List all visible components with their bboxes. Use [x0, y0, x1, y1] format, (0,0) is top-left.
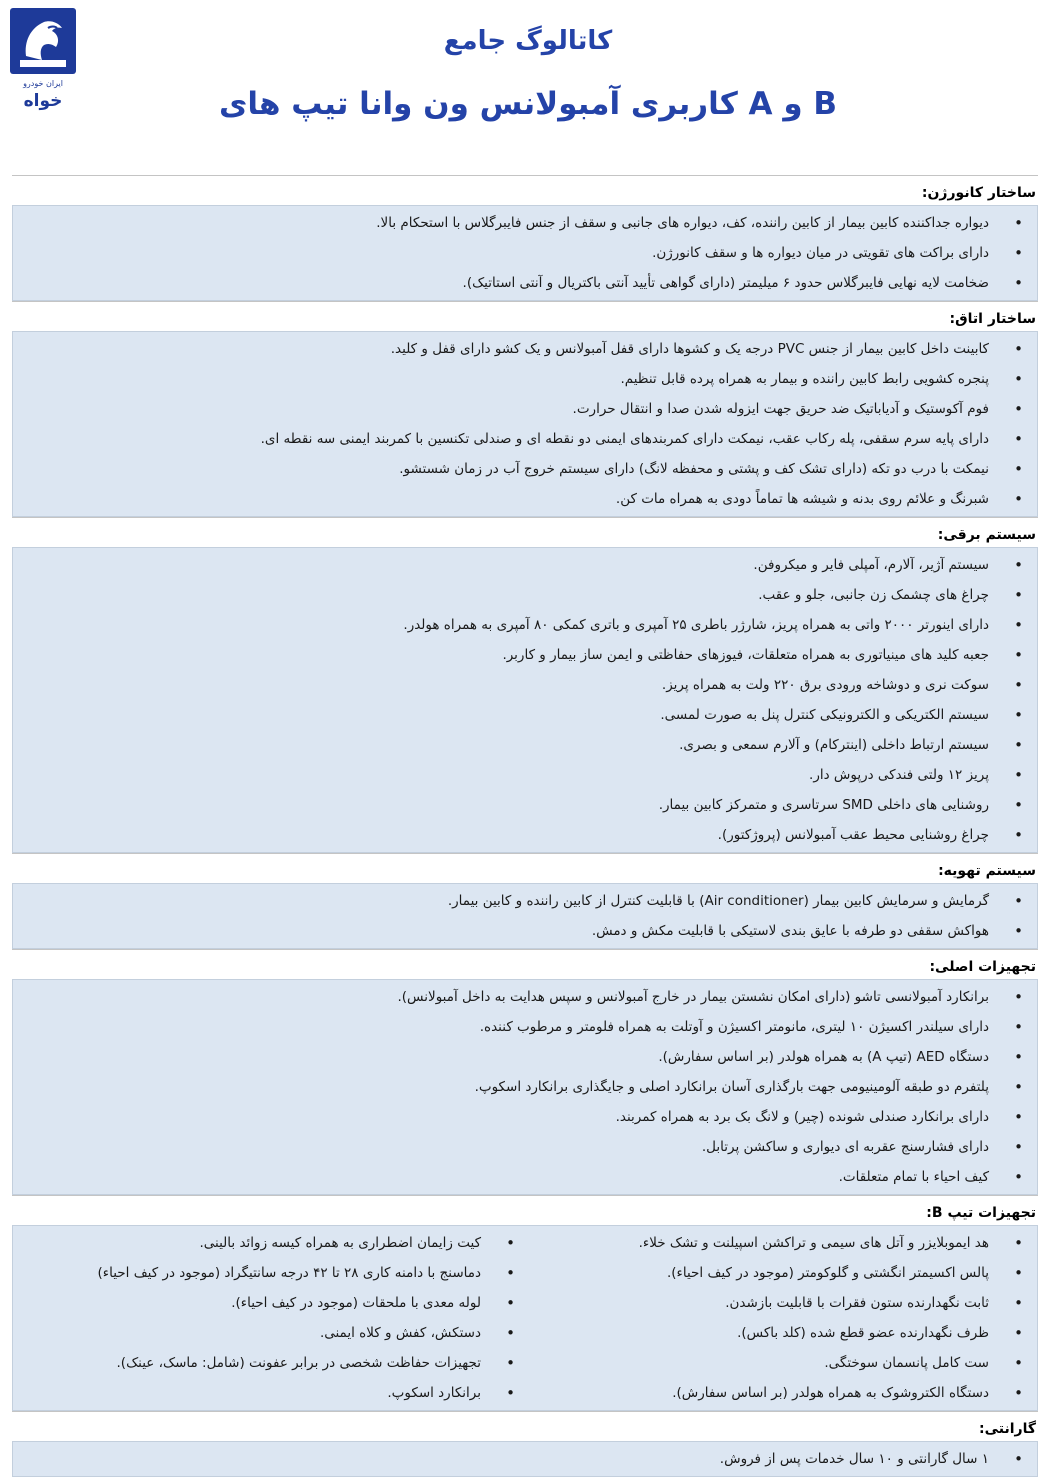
list-item: • سیستم الکتریکی و الکترونیکی کنترل پنل به صورت لمسی. — [13, 700, 1037, 730]
list-item: • پالس اکسیمتر انگشتی و گلوکومتر (موجود در کیف احیاء). — [527, 1258, 1037, 1288]
section-title-main-equipment: تجهیزات اصلی: — [12, 949, 1038, 979]
list-item: • ظرف نگهدارنده عضو قطع شده (کلد باکس). — [527, 1318, 1037, 1348]
type-b-right-column — [527, 1228, 1037, 1408]
list-item: • دماسنج با دامنه کاری ۲۸ تا ۴۲ درجه سانتیگراد (موجود در کیف احیاء) — [13, 1258, 527, 1288]
section-type-b — [12, 1225, 1038, 1411]
list-item: • دیواره جداکننده کابین بیمار از کابین راننده، کف، دیواره های جانبی و سقف از جنس فایبرگلاس با استحکام بالا. — [13, 208, 1037, 238]
list-item: • دارای فشارسنج عقربه ای دیواری و ساکشن پرتابل. — [13, 1132, 1037, 1162]
section-title-chassis: ساختار کانورژن: — [12, 175, 1038, 205]
list-item: • سیستم ارتباط داخلی (اینترکام) و آلارم سمعی و بصری. — [13, 730, 1037, 760]
list-item: • دستگاه الکتروشوک به همراه هولدر (بر اساس سفارش). — [527, 1378, 1037, 1408]
list-item: • پلتفرم دو طبقه آلومینیومی جهت بارگذاری آسان برانکارد اصلی و جایگذاری برانکارد اسکوپ. — [13, 1072, 1037, 1102]
list-item: • ست کامل پانسمان سوختگی. — [527, 1348, 1037, 1378]
list-item: • برانکارد اسکوپ. — [13, 1378, 527, 1408]
list-item: • تجهیزات حفاظت شخصی در برابر عفونت (شامل: ماسک، عینک). — [13, 1348, 527, 1378]
list-item: • دستگاه AED (تیپ A) به همراه هولدر (بر اساس سفارش). — [13, 1042, 1037, 1072]
list-item: • سوکت نری و دوشاخه ورودی برق ۲۲۰ ولت به همراه پریز. — [13, 670, 1037, 700]
list-item: • گرمایش و سرمایش کابین بیمار (Air conditioner) با قابلیت کنترل از کابین راننده و کابین بیمار. — [13, 886, 1037, 916]
section-title-ventilation: سیستم تهویه: — [12, 853, 1038, 883]
section-title-warranty: گارانتی: — [12, 1411, 1038, 1441]
section-ventilation — [12, 883, 1038, 949]
spec-sheet — [12, 175, 1038, 1477]
logo-brand: خواه — [23, 91, 63, 111]
list-item: • دارای سیلندر اکسیژن ۱۰ لیتری، مانومتر اکسیژن و آوتلت به همراه فلومتر و مرطوب کننده. — [13, 1012, 1037, 1042]
list-item: • چراغ روشنایی محیط عقب آمبولانس (پروژکتور). — [13, 820, 1037, 850]
catalog-title: کاتالوگ جامع — [443, 26, 613, 56]
list-item: • شبرنگ و علائم روی بدنه و شیشه ها تماماً دودی به همراه مات کن. — [13, 484, 1037, 514]
page-title: کاربری آمبولانس ون وانا تیپ های A و B — [218, 86, 838, 122]
type-b-left-column — [13, 1228, 527, 1408]
section-warranty — [12, 1441, 1038, 1477]
list-item: • دارای پایه سرم سقفی، پله رکاب عقب، نیمکت دارای کمربندهای ایمنی دو نقطه ای و صندلی تکنسین با کمربند ایمنی سه نقطه ای. — [13, 424, 1037, 454]
list-item: • دارای براکت های تقویتی در میان دیواره ها و سقف کانورژن. — [13, 238, 1037, 268]
list-item: • فوم آکوستیک و آدیاباتیک ضد حریق جهت ایزوله شدن صدا و انتقال حرارت. — [13, 394, 1037, 424]
list-item: • ثابت نگهدارنده ستون فقرات با قابلیت بازشدن. — [527, 1288, 1037, 1318]
list-item: • سیستم آژیر، آلارم، آمپلی فایر و میکروفن. — [13, 550, 1037, 580]
list-item: • برانکارد آمبولانسی تاشو (دارای امکان نشستن بیمار در خارج آمبولانس و سپس هدایت به داخل آمبولانس). — [13, 982, 1037, 1012]
list-item: • پریز ۱۲ ولتی فندکی درپوش دار. — [13, 760, 1037, 790]
section-cabin — [12, 331, 1038, 517]
section-chassis — [12, 205, 1038, 301]
list-item: • نیمکت با درب دو تکه (دارای تشک کف و پشتی و محفظه لانگ) دارای سیستم خروج آب در زمان شستشو. — [13, 454, 1037, 484]
list-item: • جعبه کلید های مینیاتوری به همراه متعلقات، فیوزهای حفاظتی و ایمن ساز بیمار و کاربر. — [13, 640, 1037, 670]
list-item: • ۱ سال گارانتی و ۱۰ سال خدمات پس از فروش. — [13, 1444, 1037, 1474]
list-item: • هواکش سقفی دو طرفه با عایق بندی لاستیکی با قابلیت مکش و دمش. — [13, 916, 1037, 946]
list-item: • دستکش، کفش و کلاه ایمنی. — [13, 1318, 527, 1348]
section-electrical — [12, 547, 1038, 853]
list-item: • کیت زایمان اضطراری به همراه کیسه زوائد بالینی. — [13, 1228, 527, 1258]
list-item: • دارای برانکارد صندلی شونده (چیر) و لانگ بک برد به همراه کمربند. — [13, 1102, 1037, 1132]
list-item: • لوله معدی با ملحقات (موجود در کیف احیاء). — [13, 1288, 527, 1318]
section-title-type-b: تجهیزات تیپ B: — [12, 1195, 1038, 1225]
list-item: • ضخامت لایه نهایی فایبرگلاس حدود ۶ میلیمتر (دارای گواهی تأیید آنتی باکتریال و آنتی استاتیک). — [13, 268, 1037, 298]
logo-tagline: ایران خودرو — [23, 79, 63, 88]
list-item: • دارای اینورتر ۲۰۰۰ واتی به همراه پریز، شارژر باطری ۲۵ آمپری و باتری کمکی ۸۰ آمپری به همراه هولدر. — [13, 610, 1037, 640]
list-item: • پنجره کشویی رابط کابین راننده و بیمار به همراه پرده قابل تنظیم. — [13, 364, 1037, 394]
section-title-electrical: سیستم برقی: — [12, 517, 1038, 547]
list-item: • چراغ های چشمک زن جانبی، جلو و عقب. — [13, 580, 1037, 610]
list-item: • روشنایی های داخلی SMD سرتاسری و متمرکز کابین بیمار. — [13, 790, 1037, 820]
list-item: • کابینت داخل کابین بیمار از جنس PVC درجه یک و کشوها دارای قفل آمبولانس و یک کشو دارای قفل و کلید. — [13, 334, 1037, 364]
list-item: • هد ایموبلایزر و آتل های سیمی و تراکشن اسپیلنت و تشک خلاء. — [527, 1228, 1037, 1258]
section-title-cabin: ساختار اتاق: — [12, 301, 1038, 331]
section-main-equipment — [12, 979, 1038, 1195]
list-item: • کیف احیاء با تمام متعلقات. — [13, 1162, 1037, 1192]
